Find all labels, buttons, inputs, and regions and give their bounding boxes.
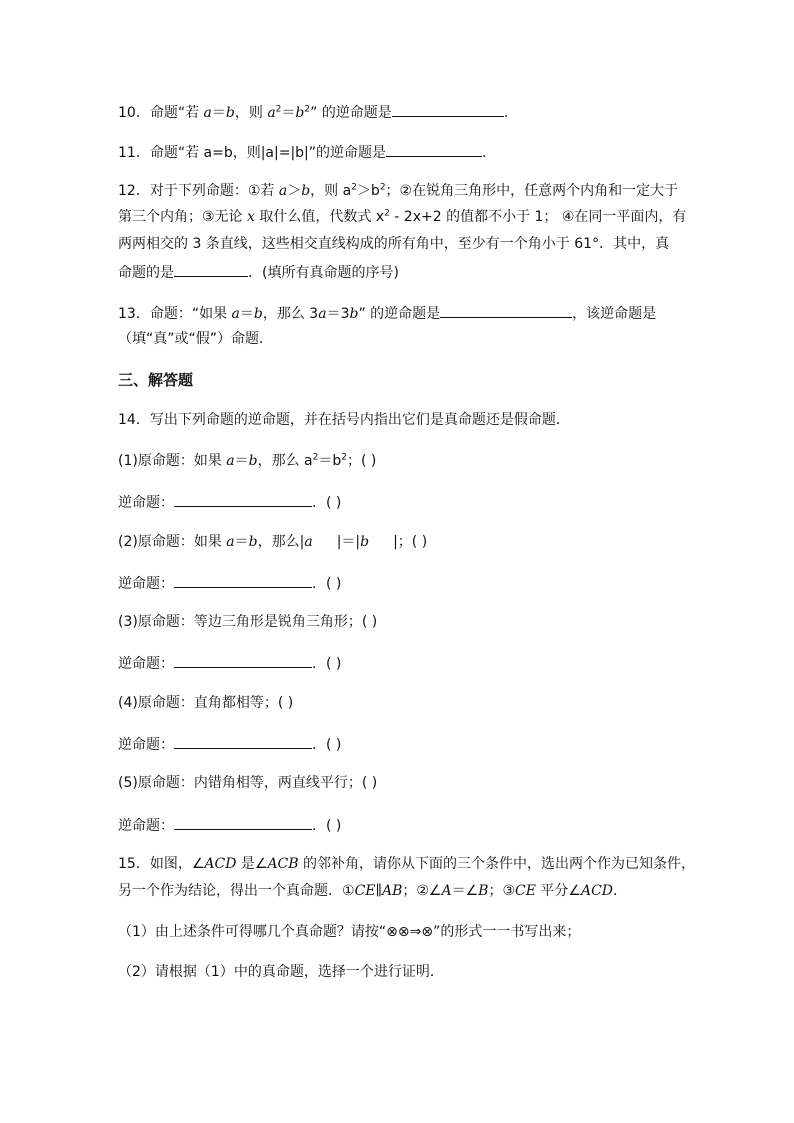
q10-number: 10． (118, 105, 150, 121)
q10-exponent: 2 (275, 104, 282, 115)
q14-converse-3 (118, 652, 341, 674)
converse-tail: ．( ) (312, 737, 342, 753)
q11-text: . (482, 145, 487, 161)
q15-var: ACD (580, 883, 614, 899)
q15-sub-2: （2）请根据（1）中的真命题，选择一个进行证明． (118, 964, 444, 980)
q12-text: 两两相交的 3 条直线，这些相交直线构成的所有角中，至少有一个角小于 61°．其中，真 (118, 236, 670, 252)
converse-label: 逆命题： (118, 495, 174, 511)
converse-tail: ．( ) (312, 576, 342, 592)
q12-text: 第三个内角；③无论 (118, 209, 248, 225)
answer-blank[interactable] (174, 652, 312, 668)
q14-text: |＝| (336, 534, 361, 550)
q15-text: 的邻补角，请你从下面的三个条件中，选出两个作为已知条件， (298, 856, 696, 872)
converse-tail: ．( ) (312, 818, 342, 834)
q14-original-2 (118, 532, 427, 552)
q14-var: b (360, 534, 370, 550)
q13-text: （填“真”或“假”）命题． (118, 331, 274, 347)
q14-text: (1)原命题：如果 (118, 453, 227, 469)
q12-text: 命题的是 (118, 265, 174, 281)
q15-text: 另一个作为结论，得出一个真命题．① (118, 883, 355, 899)
q14-var: b (248, 534, 258, 550)
q13-var: a (231, 306, 240, 322)
converse-label: 逆命题： (118, 818, 174, 834)
q13-text: ，那么 3 (262, 306, 319, 322)
q15-text: ；②∠ (402, 883, 442, 899)
question-12-line-1 (118, 181, 678, 201)
q11-text: 11．命题“若 a=b，则|a|=|b|”的逆命题是 (118, 145, 387, 161)
q14-exponent: 2 (341, 452, 347, 463)
q12-text: ．(填所有真命题的序号) (248, 265, 399, 281)
question-13-line-2 (118, 329, 273, 349)
q14-converse-1 (118, 491, 341, 513)
q15-text: ． (613, 883, 628, 899)
q13-var: a (318, 306, 327, 322)
converse-label: 逆命题： (118, 576, 174, 592)
q14-text: ＝ (234, 453, 249, 469)
q13-text: ” 的逆命题是 (358, 306, 441, 322)
q14-original-5: (5)原命题：内错角相等，两直线平行；( ) (118, 775, 378, 791)
answer-blank[interactable] (174, 491, 312, 507)
answer-blank[interactable] (174, 814, 312, 830)
answer-blank[interactable] (386, 141, 482, 157)
q12-var: b (301, 183, 311, 199)
q14-exponent: 2 (312, 452, 319, 463)
q10-var: a (267, 105, 276, 121)
answer-blank[interactable] (174, 261, 248, 277)
q12-text: ＞b (356, 183, 380, 199)
q15-var: B (478, 883, 489, 899)
question-15-line-1 (118, 854, 695, 874)
answer-blank[interactable] (174, 572, 312, 588)
answer-blank[interactable] (174, 733, 312, 749)
q12-text: ，则 a (310, 183, 352, 199)
q15-sub-1: （1）由上述条件可得哪几个真命题？请按“⊗⊗⇒⊗”的形式一一书写出来； (118, 924, 581, 940)
q14-converse-2 (118, 572, 341, 594)
q10-var: b (225, 105, 235, 121)
answer-blank[interactable] (440, 302, 572, 318)
q12-exponent: 2 (379, 182, 386, 193)
q10-var: b (295, 105, 305, 121)
q10-text: ＝ (211, 105, 226, 121)
q14-original-4: (4)原命题：直角都相等；( ) (118, 695, 294, 711)
q15-text: 是∠ (236, 856, 268, 872)
q14-var: a (304, 534, 313, 550)
q14-var: a (226, 534, 235, 550)
q10-var: a (203, 105, 212, 121)
q14-var: b (248, 453, 258, 469)
q10-text: ，则 (234, 105, 268, 121)
q14-text: ＝ (234, 534, 249, 550)
q13-text: 13．命题：“如果 (118, 306, 232, 322)
q12-text: 12．对于下列命题：①若 (118, 183, 279, 199)
question-14-intro: 14．写出下列命题的逆命题，并在括号内指出它们是真命题还是假命题． (118, 412, 570, 428)
q12-var: x (247, 209, 255, 225)
q12-exponent: 2 (351, 182, 357, 193)
question-12-line-4 (118, 261, 399, 283)
q15-text: ＝∠ (451, 883, 479, 899)
question-12-line-2 (118, 207, 686, 227)
q15-text: 15．如图，∠ (118, 856, 205, 872)
q13-text: ＝ (239, 306, 254, 322)
q13-text: ＝3 (326, 306, 350, 322)
q10-text: 命题“若 (149, 105, 204, 121)
q14-text: ；( ) (347, 453, 377, 469)
q15-var: ACD (204, 856, 237, 872)
q14-text: ＝b (318, 453, 342, 469)
q15-var: ACB (267, 856, 299, 872)
q10-text: ” 的逆命题是 (310, 105, 392, 121)
q15-var: CE (515, 883, 536, 899)
q15-var: CE∥AB (354, 883, 403, 899)
converse-tail: ．( ) (312, 656, 342, 672)
q10-exponent: 2 (304, 104, 311, 115)
q13-text: ，该逆命题是 (572, 306, 657, 322)
converse-tail: ．( ) (312, 495, 342, 511)
converse-label: 逆命题： (118, 737, 174, 753)
question-10 (118, 101, 508, 123)
question-13-line-1 (118, 302, 656, 324)
q14-converse-5 (118, 814, 341, 836)
q14-text: ，那么 a (257, 453, 313, 469)
question-15-line-2 (118, 881, 627, 901)
q14-var: a (226, 453, 235, 469)
q14-text: (2)原命题：如果 (118, 534, 227, 550)
q12-text: ＞ (287, 183, 302, 199)
q14-text: |；( ) (393, 534, 428, 550)
q15-var: A (441, 883, 452, 899)
q12-var: a (278, 183, 288, 199)
q15-text: 平分∠ (535, 883, 581, 899)
converse-label: 逆命题： (118, 656, 174, 672)
q15-text: ；③ (488, 883, 516, 899)
q14-text: ，那么| (257, 534, 305, 550)
section-heading: 三、解答题 (118, 371, 194, 389)
q10-text: . (503, 105, 509, 121)
answer-blank[interactable] (392, 101, 504, 117)
question-12-line-3 (118, 234, 669, 254)
q12-exponent: 2 (384, 208, 390, 219)
question-11 (118, 141, 486, 163)
q10-text: ＝ (281, 105, 296, 121)
q12-text: ；②在锐角三角形中，任意两个内角和一定大于 (385, 183, 679, 199)
q13-var: b (253, 306, 263, 322)
q14-original-3: (3)原命题：等边三角形是锐角三角形；( ) (118, 614, 378, 630)
q14-original-1 (118, 451, 376, 471)
q13-var: b (349, 306, 359, 322)
q12-text: 取什么值，代数式 x (254, 209, 385, 225)
q12-text: - 2x+2 的值都不小于 1； ④在同一平面内，有 (389, 209, 687, 225)
q14-converse-4 (118, 733, 341, 755)
